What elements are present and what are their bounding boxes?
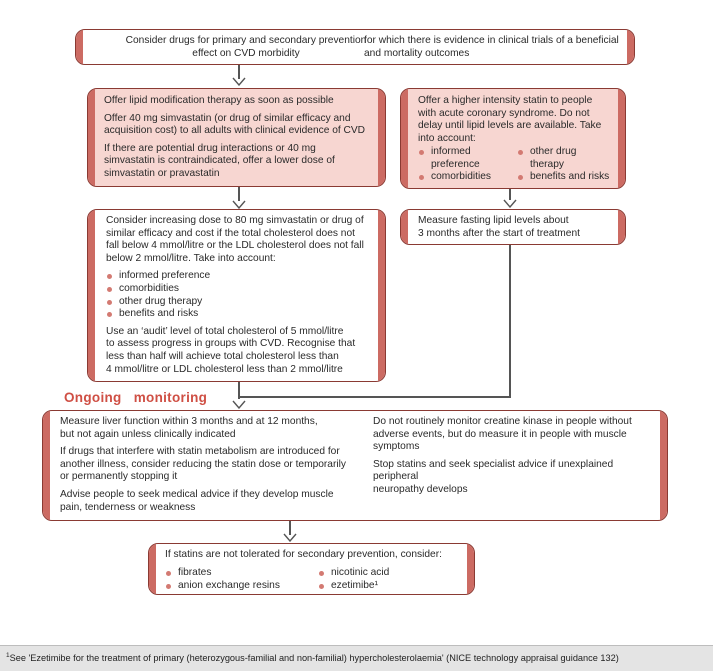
monitoring-text: Advise people to seek medical advice if they develop muscle bbox=[60, 488, 334, 500]
list-item: preference bbox=[431, 158, 480, 170]
lipid-text: Offer lipid modification therapy as soon as possible bbox=[104, 95, 334, 106]
list-item: benefits and risks bbox=[517, 171, 617, 184]
prevention-box bbox=[75, 29, 635, 65]
list-item: comorbidities bbox=[106, 283, 378, 296]
list-item: nicotinic acid bbox=[318, 567, 458, 580]
monitoring-text: adverse events, but do measure it in people with muscle bbox=[373, 428, 627, 440]
connector-line bbox=[238, 382, 240, 399]
list-item: fibrates bbox=[165, 567, 315, 580]
monitoring-text: pain, tenderness or weakness bbox=[60, 501, 196, 513]
arrow-down-icon bbox=[232, 200, 246, 209]
increase-dose-box bbox=[87, 209, 386, 382]
acs-text: Offer a higher intensity statin to people bbox=[418, 95, 593, 106]
lipid-text: Offer 40 mg simvastatin (or drug of similar efficacy and bbox=[104, 112, 351, 124]
footnote bbox=[6, 652, 619, 663]
prevention-text: and mortality outcomes bbox=[364, 47, 470, 59]
monitoring-text: or permanently stopping it bbox=[60, 471, 178, 483]
connector-line bbox=[239, 396, 511, 398]
arrow-down-icon bbox=[232, 77, 246, 86]
monitoring-text: symptoms bbox=[373, 441, 420, 453]
prevention-text: for which there is evidence in clinical trials of a beneficial bbox=[364, 35, 619, 46]
increase-text: Use an ‘audit’ level of total cholesterol of 5 mmol/litre bbox=[106, 325, 344, 337]
list-item: informed bbox=[418, 146, 513, 159]
list-item: other drug bbox=[517, 146, 617, 159]
list-item: other drug therapy bbox=[106, 296, 378, 309]
footnote-text: See 'Ezetimibe for the treatment of primary (heterozygous-familial and non-familial) hypercholesterolaemia' (NICE technology appraisal guidance 132) bbox=[9, 653, 619, 664]
increase-text: Consider increasing dose to 80 mg simvastatin or drug of bbox=[106, 215, 364, 226]
monitoring-box bbox=[42, 410, 668, 521]
intolerant-title: If statins are not tolerated for secondary prevention, consider: bbox=[165, 549, 442, 560]
fasting-text: 3 months after the start of treatment bbox=[418, 227, 580, 239]
increase-text: below 2 mmol/litre. Take into account: bbox=[106, 252, 276, 264]
monitoring-text: another illness, consider reducing the statin dose or temporarily bbox=[60, 458, 346, 470]
acs-text: into account: bbox=[418, 132, 476, 144]
monitoring-text: neuropathy develops bbox=[373, 483, 468, 495]
arrow-down-icon bbox=[283, 533, 297, 542]
fasting-text: Measure fasting lipid levels about bbox=[418, 215, 569, 226]
connector-line bbox=[509, 245, 511, 397]
acs-text: with acute coronary syndrome. Do not bbox=[418, 107, 590, 119]
connector-line bbox=[238, 187, 240, 201]
list-item: informed preference bbox=[106, 270, 378, 283]
increase-text: 4 mmol/litre or LDL cholesterol less than 2 mmol/litre bbox=[106, 363, 343, 375]
arrow-down-icon bbox=[503, 199, 517, 208]
monitoring-heading: Ongoing monitoring bbox=[64, 390, 208, 405]
monitoring-text: Measure liver function within 3 months and at 12 months, bbox=[60, 416, 318, 427]
prevention-text: effect on CVD morbidity bbox=[192, 47, 300, 59]
increase-text: to assess progress in groups with CVD. Recognise that bbox=[106, 338, 356, 350]
monitoring-text: Stop statins and seek specialist advice if unexplained peripheral bbox=[373, 458, 614, 483]
increase-text: less than half will achieve total cholesterol less than bbox=[106, 350, 339, 362]
footnote-mark: 1 bbox=[6, 652, 10, 659]
footnote-bar bbox=[0, 645, 713, 671]
list-item: anion exchange resins bbox=[165, 580, 315, 593]
list-item: comorbidities bbox=[418, 171, 513, 184]
statin-intolerant-box bbox=[148, 543, 475, 595]
lipid-text: simvastatin or pravastatin bbox=[104, 167, 220, 179]
arrow-down-icon bbox=[232, 400, 246, 409]
monitoring-text: If drugs that interfere with statin metabolism are introduced for bbox=[60, 446, 340, 458]
lipid-text: If there are potential drug interactions or 40 mg bbox=[104, 142, 316, 154]
list-item: therapy bbox=[530, 158, 564, 170]
fasting-lipid-box bbox=[400, 209, 626, 245]
list-item: benefits and risks bbox=[106, 308, 378, 321]
prevention-text: Consider drugs for primary and secondary prevention bbox=[125, 35, 367, 46]
increase-text: similar efficacy and cost if the total cholesterol does not bbox=[106, 227, 355, 239]
lipid-therapy-box bbox=[87, 88, 386, 187]
increase-text: fall below 4 mmol/litre or the LDL cholesterol does not fall bbox=[106, 240, 364, 252]
acs-text: delay until lipid levels are available. Take bbox=[418, 120, 602, 132]
monitoring-text: but not again unless clinically indicated bbox=[60, 428, 236, 440]
list-item: ezetimibe¹ bbox=[318, 580, 458, 593]
lipid-text: acquisition cost) to all adults with clinical evidence of CVD bbox=[104, 125, 366, 137]
monitoring-text: Do not routinely monitor creatine kinase in people without bbox=[373, 416, 632, 427]
lipid-text: simvastatin is contraindicated, offer a lower dose of bbox=[104, 155, 335, 167]
acs-box bbox=[400, 88, 626, 189]
